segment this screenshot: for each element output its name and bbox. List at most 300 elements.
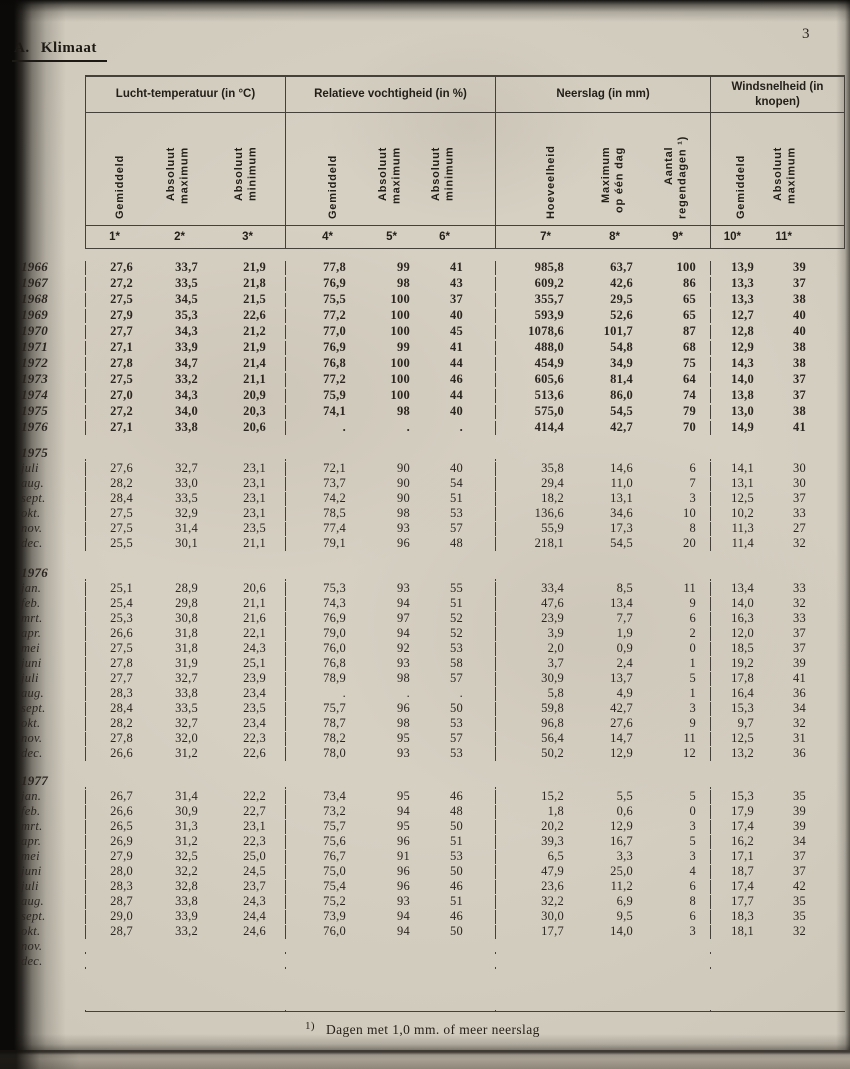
table-cell: 100 xyxy=(390,291,410,306)
table-cell xyxy=(413,1010,495,1012)
table-cell: 33,5 xyxy=(175,275,198,290)
table-cell: 100 xyxy=(390,371,410,386)
table-cell: 33 xyxy=(793,505,806,520)
group-label: Neerslag (in mm) xyxy=(556,88,650,101)
table-cell: 26,6 xyxy=(85,747,140,762)
table-cell xyxy=(568,1010,638,1012)
table-cell: 91 xyxy=(397,848,410,863)
table-cell: 34 xyxy=(793,833,806,848)
table-row xyxy=(18,656,845,671)
table-cell: 27,2 xyxy=(85,405,140,420)
table-cell: 28,3 xyxy=(85,687,140,702)
column-number: 8* xyxy=(568,225,638,249)
table-cell: 27,8 xyxy=(85,657,140,672)
table-cell: 37 xyxy=(793,371,806,386)
table-cell: 47,6 xyxy=(495,597,568,612)
table-cell: 74,2 xyxy=(285,492,350,507)
table-cell: 94 xyxy=(397,908,410,923)
table-cell: 9 xyxy=(689,595,696,610)
table-row xyxy=(18,491,845,506)
table-cell xyxy=(140,1010,205,1012)
table-cell: 34,3 xyxy=(175,323,198,338)
row-label: aug. xyxy=(21,685,44,700)
table-cell: 27,9 xyxy=(85,850,140,865)
header-spacer xyxy=(18,113,85,225)
table-cell: 42,7 xyxy=(610,419,633,434)
table-cell: 454,9 xyxy=(495,357,568,372)
column-number: 5* xyxy=(350,225,413,249)
table-cell: 98 xyxy=(397,670,410,685)
row-label: 1971 xyxy=(21,339,48,354)
table-cell: 98 xyxy=(397,275,410,290)
table-cell: 13,8 xyxy=(710,389,758,404)
column-header-rotated: Absoluut maximum xyxy=(165,147,191,204)
table-cell: 77,2 xyxy=(285,309,350,324)
table-cell: 53 xyxy=(450,745,463,760)
table-row xyxy=(18,249,845,275)
table-cell: 74,3 xyxy=(285,597,350,612)
column-header xyxy=(758,113,845,225)
section-heading-row xyxy=(18,761,845,789)
table-cell: 13,9 xyxy=(710,261,758,276)
table-row xyxy=(18,701,845,716)
table-cell: 11,0 xyxy=(610,475,633,490)
table-cell: 28,7 xyxy=(85,895,140,910)
table-cell: 55,9 xyxy=(495,522,568,537)
table-cell: 48 xyxy=(450,803,463,818)
table-cell: 414,4 xyxy=(495,421,568,436)
table-row xyxy=(18,924,845,939)
table-cell: 75,0 xyxy=(285,865,350,880)
table-cell: 6 xyxy=(689,610,696,625)
table-cell: 27,8 xyxy=(85,357,140,372)
table-cell: 24,3 xyxy=(243,893,266,908)
table-cell: 27,5 xyxy=(85,373,140,388)
table-cell: 1,8 xyxy=(495,805,568,820)
table-cell: 30,8 xyxy=(175,610,198,625)
table-row xyxy=(18,939,845,954)
table-cell: 22,1 xyxy=(243,625,266,640)
table-cell: 90 xyxy=(397,475,410,490)
row-label: nov. xyxy=(21,938,43,953)
table-cell: 27,8 xyxy=(85,732,140,747)
table-cell: 10,2 xyxy=(710,507,758,522)
table-cell: 22,6 xyxy=(243,745,266,760)
column-number: 11* xyxy=(758,225,845,249)
table-cell: 9,5 xyxy=(616,908,633,923)
table-cell: 21,6 xyxy=(243,610,266,625)
table-cell: 26,6 xyxy=(85,805,140,820)
table-cell: 38 xyxy=(793,403,806,418)
row-label: okt. xyxy=(21,715,41,730)
table-cell: 5,5 xyxy=(616,788,633,803)
row-label: 1972 xyxy=(21,355,48,370)
column-header-rotated: Absoluut maximum xyxy=(772,147,798,204)
table-cell: 46 xyxy=(450,788,463,803)
table-cell: 605,6 xyxy=(495,373,568,388)
table-cell: 37 xyxy=(793,275,806,290)
table-cell: . xyxy=(459,685,463,700)
table-cell: 25,1 xyxy=(85,582,140,597)
table-cell: 73,4 xyxy=(285,790,350,805)
table-cell: 37 xyxy=(793,640,806,655)
table-cell: 98 xyxy=(397,715,410,730)
table-cell: 27,0 xyxy=(85,389,140,404)
table-group-header-row xyxy=(18,75,845,113)
table-cell: 34,3 xyxy=(175,387,198,402)
table-cell: 1078,6 xyxy=(495,325,568,340)
table-cell: 6,9 xyxy=(616,893,633,908)
table-cell: 25,0 xyxy=(243,848,266,863)
table-cell: 87 xyxy=(683,323,696,338)
table-cell: 36 xyxy=(793,685,806,700)
table-cell: 11 xyxy=(683,580,696,595)
table-cell: 33,8 xyxy=(175,893,198,908)
table-cell: 51 xyxy=(450,490,463,505)
table-cell: 28,0 xyxy=(85,865,140,880)
table-cell: 24,6 xyxy=(243,923,266,938)
table-cell: 29,8 xyxy=(175,595,198,610)
table-cell: 33,7 xyxy=(175,259,198,274)
row-label: apr. xyxy=(21,833,42,848)
table-cell: 28,9 xyxy=(175,580,198,595)
table-cell: 23,9 xyxy=(495,612,568,627)
table-cell: 27,5 xyxy=(85,522,140,537)
table-cell: 33,9 xyxy=(175,908,198,923)
table-row xyxy=(18,307,845,323)
table-cell: 32,7 xyxy=(175,460,198,475)
table-cell: 41 xyxy=(450,339,463,354)
table-cell: 609,2 xyxy=(495,277,568,292)
table-cell: 34,0 xyxy=(175,403,198,418)
footnote-marker: 1) xyxy=(305,1020,315,1032)
table-cell: 6 xyxy=(689,460,696,475)
table-cell: 30,1 xyxy=(175,535,198,550)
page-number: 3 xyxy=(802,26,810,42)
table-cell: 98 xyxy=(397,403,410,418)
table-cell: 9,7 xyxy=(710,717,758,732)
table-cell: 23,6 xyxy=(495,880,568,895)
table-cell: 92 xyxy=(397,640,410,655)
table-cell: 3 xyxy=(689,700,696,715)
table-cell: 33,5 xyxy=(175,490,198,505)
table-cell: 13,1 xyxy=(710,477,758,492)
table-cell: 79 xyxy=(683,403,696,418)
table-cell: 24,4 xyxy=(243,908,266,923)
table-cell: 17,1 xyxy=(710,850,758,865)
table-cell: 96 xyxy=(397,833,410,848)
table-cell: 52 xyxy=(450,610,463,625)
column-header-rotated: Aantal regendagen ¹) xyxy=(663,135,689,219)
table-cell: 32,5 xyxy=(175,848,198,863)
table-rotated-header-row xyxy=(18,113,845,225)
table-cell: 12 xyxy=(683,745,696,760)
table-cell: . xyxy=(459,419,463,434)
table-cell: 28,2 xyxy=(85,477,140,492)
table-cell: 17,7 xyxy=(495,925,568,940)
table-cell: 38 xyxy=(793,355,806,370)
row-label: dec. xyxy=(21,535,43,550)
table-cell: 39 xyxy=(793,259,806,274)
header-spacer xyxy=(18,75,85,113)
row-label: 1967 xyxy=(21,275,48,290)
row-label: aug. xyxy=(21,893,44,908)
table-cell: 12,9 xyxy=(710,341,758,356)
row-label: nov. xyxy=(21,520,43,535)
table-cell: 17,4 xyxy=(710,880,758,895)
column-number: 1* xyxy=(85,225,140,249)
row-label: okt. xyxy=(21,505,41,520)
section-heading-row xyxy=(18,435,845,461)
table-cell: 81,4 xyxy=(610,371,633,386)
table-row xyxy=(18,849,845,864)
table-row xyxy=(18,596,845,611)
section-year-heading: 1975 xyxy=(21,445,48,460)
table-cell: 73,7 xyxy=(285,477,350,492)
table-cell: . xyxy=(406,419,410,434)
row-label: 1973 xyxy=(21,371,48,386)
table-cell: 7 xyxy=(689,475,696,490)
table-cell: 50 xyxy=(450,863,463,878)
table-row xyxy=(18,371,845,387)
table-row xyxy=(18,461,845,476)
table-row xyxy=(18,789,845,804)
table-cell: 21,5 xyxy=(243,291,266,306)
table-row xyxy=(18,671,845,686)
section-year-heading: 1977 xyxy=(21,773,48,788)
table-cell: 75,7 xyxy=(285,820,350,835)
table-cell xyxy=(285,1010,350,1012)
table-cell: 3 xyxy=(689,848,696,863)
column-header-rotated: Maximum op één dag xyxy=(600,147,626,214)
table-cell: 7,7 xyxy=(616,610,633,625)
table-cell: 38 xyxy=(793,291,806,306)
table-cell: 68 xyxy=(683,339,696,354)
table-cell: 32 xyxy=(793,535,806,550)
header-spacer xyxy=(18,225,85,249)
table-row xyxy=(18,355,845,371)
table-cell: 42,7 xyxy=(610,700,633,715)
table-cell: 73,9 xyxy=(285,910,350,925)
table-cell: 31,8 xyxy=(175,625,198,640)
table-cell: 33,5 xyxy=(175,700,198,715)
table-cell: 5,8 xyxy=(495,687,568,702)
table-cell: 14,1 xyxy=(710,462,758,477)
table-cell: 41 xyxy=(793,670,806,685)
section-heading-row xyxy=(18,551,845,581)
table-cell: 78,0 xyxy=(285,747,350,762)
section-year-heading: 1976 xyxy=(21,565,48,580)
table-cell: 15,3 xyxy=(710,790,758,805)
table-cell: 100 xyxy=(390,307,410,322)
table-cell: 18,3 xyxy=(710,910,758,925)
column-header-rotated: Absoluut minimum xyxy=(233,147,259,202)
table-cell: 97 xyxy=(397,610,410,625)
row-label: 1974 xyxy=(21,387,48,402)
table-cell: 76,7 xyxy=(285,850,350,865)
table-cell: 34,6 xyxy=(610,505,633,520)
table-cell: 12,9 xyxy=(610,818,633,833)
table-cell: 76,0 xyxy=(285,925,350,940)
table-cell: 21,8 xyxy=(243,275,266,290)
table-cell: 53 xyxy=(450,640,463,655)
table-cell: 33 xyxy=(793,580,806,595)
table-cell: 1 xyxy=(689,655,696,670)
table-cell: 75,6 xyxy=(285,835,350,850)
table-cell: 30,0 xyxy=(495,910,568,925)
table-cell: 65 xyxy=(683,291,696,306)
table-cell: 21,2 xyxy=(243,323,266,338)
column-header-rotated: Absoluut maximum xyxy=(377,147,403,204)
table-cell: 21,1 xyxy=(243,371,266,386)
column-number: 3* xyxy=(205,225,285,249)
table-cell: 65 xyxy=(683,307,696,322)
table-cell: 21,1 xyxy=(243,535,266,550)
table-cell: 15,3 xyxy=(710,702,758,717)
table-cell: 20,6 xyxy=(243,419,266,434)
table-cell: 10 xyxy=(683,505,696,520)
table-row xyxy=(18,323,845,339)
table-cell: 5 xyxy=(689,833,696,848)
table-cell: 37 xyxy=(793,863,806,878)
table-cell: 77,2 xyxy=(285,373,350,388)
table-cell: 2,0 xyxy=(495,642,568,657)
table-cell: 94 xyxy=(397,923,410,938)
table-cell: 78,5 xyxy=(285,507,350,522)
table-cell: 50 xyxy=(450,818,463,833)
table-cell: 27,7 xyxy=(85,672,140,687)
table-cell: 54,8 xyxy=(610,339,633,354)
table-row xyxy=(18,506,845,521)
table-column-number-row xyxy=(18,225,845,249)
table-cell: 23,1 xyxy=(243,460,266,475)
table-cell: 35 xyxy=(793,788,806,803)
row-label: juli xyxy=(21,670,39,685)
table-cell: 40 xyxy=(793,307,806,322)
group-lucht-temperatuur xyxy=(85,75,285,113)
table-cell: 93 xyxy=(397,520,410,535)
table-cell: 513,6 xyxy=(495,389,568,404)
column-header xyxy=(350,113,413,225)
table-row xyxy=(18,419,845,435)
table-cell: 17,9 xyxy=(710,805,758,820)
table-cell: 39 xyxy=(793,655,806,670)
table-cell: 52,6 xyxy=(610,307,633,322)
table-cell: 11,3 xyxy=(710,522,758,537)
table-cell: 22,2 xyxy=(243,788,266,803)
table-cell: 25,5 xyxy=(85,537,140,552)
table-cell: 95 xyxy=(397,788,410,803)
table-cell: 18,5 xyxy=(710,642,758,657)
table-cell: 93 xyxy=(397,745,410,760)
row-label: mei xyxy=(21,848,40,863)
table-row xyxy=(18,641,845,656)
table-cell: 56,4 xyxy=(495,732,568,747)
table-cell: 21,9 xyxy=(243,339,266,354)
table-row xyxy=(18,387,845,403)
table-cell: 30 xyxy=(793,460,806,475)
table-row xyxy=(18,746,845,761)
table-cell: 76,8 xyxy=(285,657,350,672)
table-cell: 30,9 xyxy=(495,672,568,687)
table-cell: 6 xyxy=(689,878,696,893)
table-cell: 13,1 xyxy=(610,490,633,505)
table-row xyxy=(18,291,845,307)
table-cell: 27,6 xyxy=(85,462,140,477)
table-row xyxy=(18,834,845,849)
table-cell: 51 xyxy=(450,833,463,848)
column-number: 10* xyxy=(710,225,758,249)
table-cell: 488,0 xyxy=(495,341,568,356)
table-cell: 34,9 xyxy=(610,355,633,370)
table-cell: 18,7 xyxy=(710,865,758,880)
table-cell: 35,8 xyxy=(495,462,568,477)
table-cell: 26,9 xyxy=(85,835,140,850)
table-cell: 94 xyxy=(397,625,410,640)
table-cell: 46 xyxy=(450,908,463,923)
table-cell: 23,4 xyxy=(243,685,266,700)
column-header xyxy=(568,113,638,225)
table-cell: . xyxy=(285,687,350,702)
table-row xyxy=(18,476,845,491)
table-cell: 22,7 xyxy=(243,803,266,818)
column-header xyxy=(710,113,758,225)
table-cell: 30 xyxy=(793,475,806,490)
table-cell: 30,9 xyxy=(175,803,198,818)
table-cell: 96 xyxy=(397,878,410,893)
table-cell: 37 xyxy=(793,625,806,640)
table-cell: 19,2 xyxy=(710,657,758,672)
table-cell: 32 xyxy=(793,715,806,730)
table-cell: 74 xyxy=(683,387,696,402)
table-cell: 12,8 xyxy=(710,325,758,340)
table-cell: 21,9 xyxy=(243,259,266,274)
column-header-rotated: Absoluut minimum xyxy=(430,147,456,202)
table-cell: 86 xyxy=(683,275,696,290)
table-cell: 37 xyxy=(793,387,806,402)
table-cell: 37 xyxy=(793,848,806,863)
table-row xyxy=(18,626,845,641)
table-cell: 93 xyxy=(397,655,410,670)
table-cell: 77,0 xyxy=(285,325,350,340)
table-row xyxy=(18,894,845,909)
table-cell: 31 xyxy=(793,730,806,745)
table-cell: 29,0 xyxy=(85,910,140,925)
table-cell: 75,3 xyxy=(285,582,350,597)
table-cell: 53 xyxy=(450,505,463,520)
table-cell: 8 xyxy=(689,893,696,908)
table-cell: 77,8 xyxy=(285,261,350,276)
table-cell: 57 xyxy=(450,730,463,745)
table-cell: 985,8 xyxy=(495,261,568,276)
table-cell: 23,1 xyxy=(243,505,266,520)
table-cell: 25,1 xyxy=(243,655,266,670)
table-cell: 43 xyxy=(450,275,463,290)
table-cell: 8,5 xyxy=(616,580,633,595)
table-cell: 95 xyxy=(397,818,410,833)
table-cell xyxy=(85,1010,140,1012)
row-label: 1969 xyxy=(21,307,48,322)
table-cell: 31,3 xyxy=(175,818,198,833)
table-cell: 57 xyxy=(450,670,463,685)
table-cell: 27 xyxy=(793,520,806,535)
table-cell: 3 xyxy=(689,923,696,938)
table-cell: 12,9 xyxy=(610,745,633,760)
table-cell: 42,6 xyxy=(610,275,633,290)
table-cell: 74,1 xyxy=(285,405,350,420)
column-header xyxy=(638,113,710,225)
row-label: juni xyxy=(21,863,42,878)
